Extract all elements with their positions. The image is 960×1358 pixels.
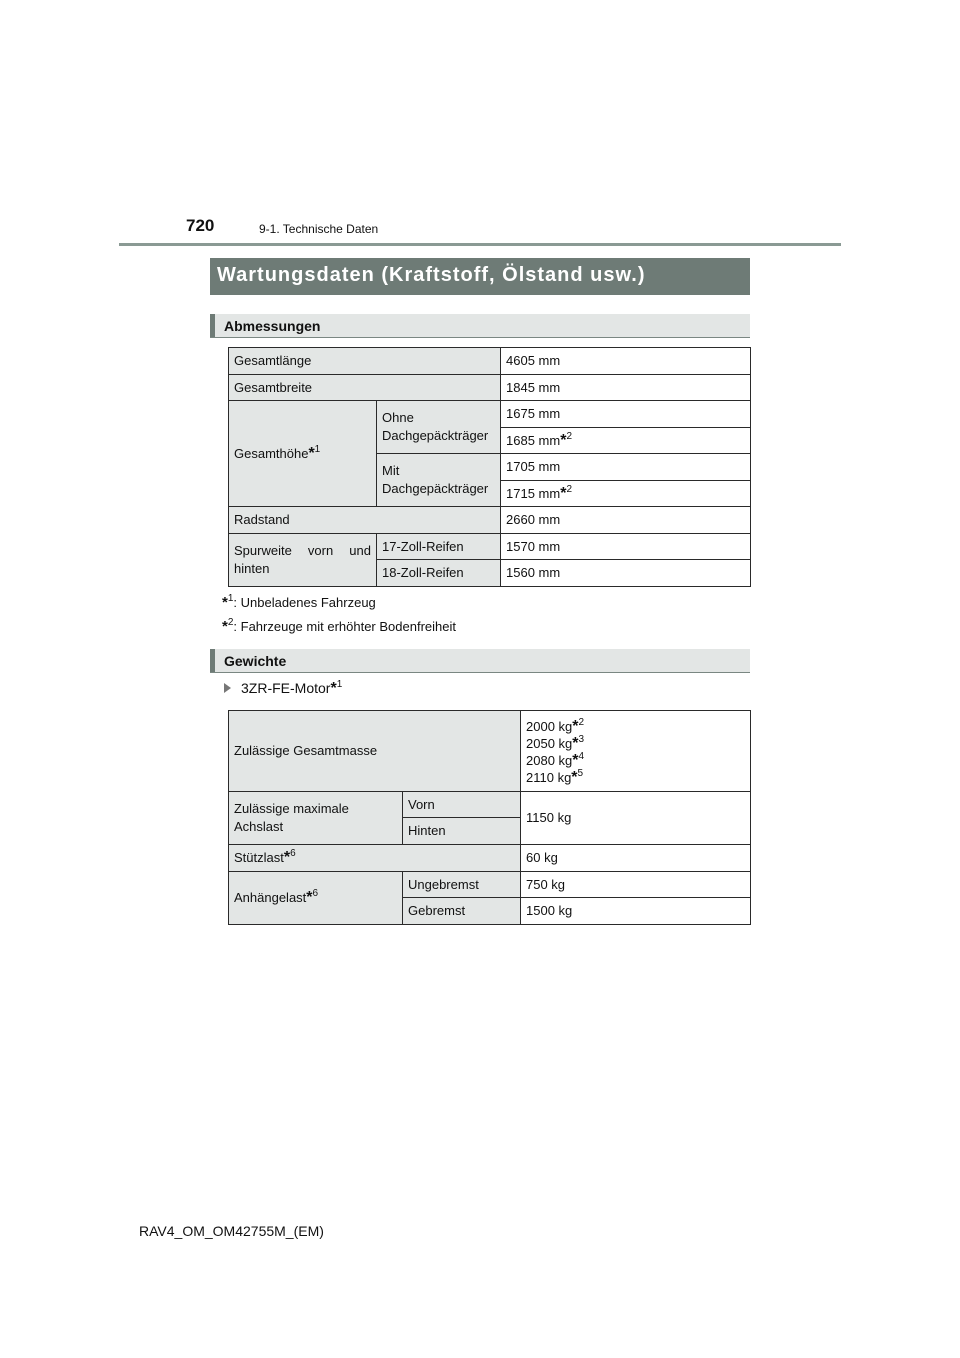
reifen-18-label: 18-Zoll-Reifen — [377, 560, 501, 587]
mit-value-1: 1705 mm — [501, 454, 751, 481]
header-divider — [119, 243, 841, 246]
achslast-label: Zulässige maximale Achslast — [229, 792, 403, 845]
anhaengelast-cell — [229, 872, 403, 925]
footnote-star: * — [330, 680, 337, 697]
reifen-18-value: 1560 mm — [501, 560, 751, 587]
footnote-2-text: : Fahrzeuge mit erhöhter Bodenfreiheit — [233, 619, 456, 634]
gesamtmasse-value: 2080 kg — [526, 753, 573, 768]
ohne-dachgepaecktraeger-label: Ohne Dachgepäckträger — [377, 401, 501, 454]
gesamthoehe-label: Gesamthöhe — [234, 445, 309, 461]
table-row — [229, 792, 751, 818]
table-row — [229, 711, 751, 792]
footnote-2 — [222, 618, 456, 635]
footnote-star: * — [572, 718, 579, 735]
mit-dachgepaecktraeger-label: Mit Dachgepäckträger — [377, 454, 501, 507]
dimensions-table — [228, 347, 751, 587]
gesamtbreite-label: Gesamtbreite — [229, 375, 501, 401]
mit-value-2-cell — [501, 481, 751, 507]
mit-value-2: 1715 mm — [506, 485, 561, 501]
engine-label: 3ZR-FE-Motor — [241, 680, 331, 696]
footnote-star: * — [571, 769, 578, 786]
gesamtmasse-value-line — [526, 752, 745, 769]
footnote-ref: 3 — [578, 734, 585, 745]
table-row — [229, 375, 751, 401]
dimensions-heading — [210, 314, 750, 338]
ohne-value-2-cell — [501, 428, 751, 454]
gebremst-label: Gebremst — [403, 898, 521, 925]
stuetzlast-cell — [229, 845, 521, 872]
footnote-star: * — [306, 889, 313, 906]
table-row — [229, 845, 751, 872]
achslast-value: 1150 kg — [521, 792, 751, 845]
gesamtbreite-value: 1845 mm — [501, 375, 751, 401]
footnote-1-text: : Unbeladenes Fahrzeug — [233, 595, 376, 610]
gesamtmasse-values — [521, 711, 751, 792]
footnote-star: * — [222, 594, 228, 611]
footnote-star: * — [560, 484, 567, 502]
gesamtmasse-value-line — [526, 735, 745, 752]
gesamtlaenge-value: 4605 mm — [501, 348, 751, 375]
weights-heading — [210, 649, 750, 673]
table-row — [229, 401, 751, 428]
footnote-ref: 2 — [566, 430, 573, 442]
engine-bullet — [224, 680, 342, 698]
document-code: RAV4_OM_OM42755M_(EM) — [139, 1223, 324, 1239]
ungebremst-value: 750 kg — [521, 872, 751, 898]
spurweite-label: Spurweite vorn und hinten — [229, 534, 377, 587]
stuetzlast-label: Stützlast — [234, 850, 284, 865]
table-row — [229, 507, 751, 534]
table-row — [229, 348, 751, 375]
footnote-star: * — [572, 735, 579, 752]
ohne-value-1: 1675 mm — [501, 401, 751, 428]
gesamtmasse-label: Zulässige Gesamtmasse — [229, 711, 521, 792]
footnote-ref: 2 — [227, 617, 234, 628]
section-reference: 9-1. Technische Daten — [259, 222, 379, 236]
anhaengelast-label: Anhängelast — [234, 890, 307, 905]
gesamtmasse-value: 2000 kg — [526, 719, 573, 734]
triangle-bullet-icon — [224, 683, 231, 693]
footnote-star: * — [572, 752, 579, 769]
footnote-star: * — [308, 444, 315, 462]
footnote-ref: 1 — [314, 443, 321, 455]
footnote-ref: 1 — [336, 679, 343, 690]
radstand-value: 2660 mm — [501, 507, 751, 534]
footnote-1 — [222, 594, 376, 611]
footnote-ref: 6 — [290, 848, 296, 859]
gesamtmasse-value-line — [526, 769, 745, 786]
gesamthoehe-cell — [229, 401, 377, 507]
gesamtmasse-value: 2110 kg — [526, 770, 572, 785]
weights-heading-label: Gewichte — [224, 653, 287, 669]
table-row — [229, 872, 751, 898]
footnote-ref: 2 — [578, 717, 585, 728]
footnote-ref: 5 — [577, 768, 584, 779]
footnote-ref: 6 — [312, 888, 319, 899]
reifen-17-value: 1570 mm — [501, 534, 751, 560]
stuetzlast-value: 60 kg — [521, 845, 751, 872]
page-number: 720 — [186, 216, 215, 235]
ungebremst-label: Ungebremst — [403, 872, 521, 898]
page-title: Wartungsdaten (Kraftstoff, Ölstand usw.) — [210, 258, 750, 295]
footnote-star: * — [222, 618, 228, 635]
footnote-star: * — [283, 849, 291, 866]
radstand-label: Radstand — [229, 507, 501, 534]
dimensions-heading-label: Abmessungen — [224, 318, 321, 334]
hinten-label: Hinten — [403, 818, 521, 845]
reifen-17-label: 17-Zoll-Reifen — [377, 534, 501, 560]
vorn-label: Vorn — [403, 792, 521, 818]
gesamtmasse-value: 2050 kg — [526, 736, 573, 751]
table-row — [229, 534, 751, 560]
footnote-star: * — [560, 431, 567, 449]
footnote-ref: 4 — [578, 751, 585, 762]
footnote-ref: 1 — [227, 593, 234, 604]
weights-table — [228, 710, 751, 925]
gebremst-value: 1500 kg — [521, 898, 751, 925]
footnote-ref: 2 — [566, 483, 573, 495]
gesamtlaenge-label: Gesamtlänge — [229, 348, 501, 375]
ohne-value-2: 1685 mm — [506, 432, 561, 448]
gesamtmasse-value-line — [526, 718, 745, 735]
